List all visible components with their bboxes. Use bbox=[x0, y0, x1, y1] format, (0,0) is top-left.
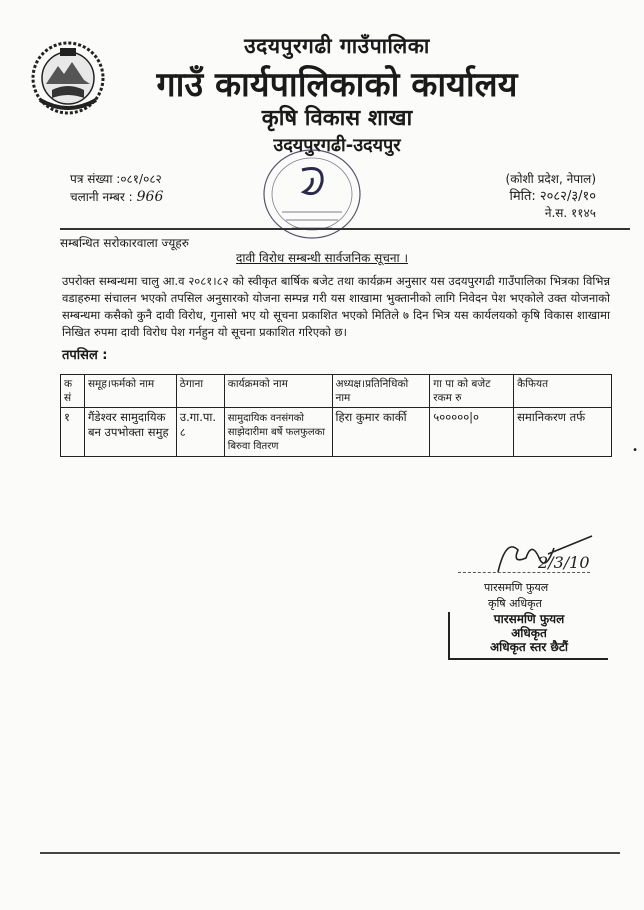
signatory-name: पारसमणि फुयल bbox=[484, 581, 549, 594]
col-header-group: समूह।फर्मको नाम bbox=[84, 375, 176, 408]
signature-line bbox=[458, 572, 590, 573]
patra-sankhya bbox=[70, 170, 162, 187]
cell-budget: ५०००००|० bbox=[430, 408, 514, 457]
cell-remarks: समानिकरण तर्फ bbox=[514, 408, 612, 457]
cell-chairperson: हिरा कुमार कार्की bbox=[332, 408, 430, 457]
cell-group: गैंडेश्वर सामुदायिक बन उपभोक्ता समुह bbox=[84, 408, 176, 457]
date bbox=[509, 186, 596, 204]
patra-sankhya-label: पत्र संख्या : bbox=[70, 172, 121, 186]
body-paragraph: उपरोक्त सम्बन्धमा चालु आ.व २०८१।८२ को स्वीकृत बार्षिक बजेट तथा कार्यक्रम अनुसार यस उदयपुरगढी गाउँपालिका भित्रका विभिन्न वडाहरुमा संचालन भएको तपसिल अनुसारको योजना सम्पन्न गरी यस शाखामा भुक्तानीको लागि निवेदन पेश भएकोले उक्त योजनाको सम्बन्धमा कसैको कुनै दावी विरोध, गुनासो भए यो सूचना प्रकाशित भएको मितिले ७ दिन भित्र यस कार्यलयको कृषि विकास शाखामा निखित रुपमा दावी विरोध पेश गर्नहुन यो सूचना प्रकाशित गरिएको छ। bbox=[62, 274, 610, 339]
table-header-row bbox=[61, 375, 612, 408]
office-name: गाउँ कार्यपालिकाको कार्यालय bbox=[156, 65, 518, 105]
chalani-label: चलानी नम्बर : bbox=[70, 190, 133, 204]
subject-line bbox=[0, 249, 644, 266]
branch-name: कृषि विकास शाखा bbox=[261, 106, 413, 131]
signature-scribble: 2/3/10 bbox=[538, 553, 590, 572]
patra-sankhya-value: ०८१/०८२ bbox=[120, 172, 162, 186]
municipality-name: उदयपुरगढी गाउँपालिका bbox=[244, 34, 430, 58]
province: (कोशी प्रदेश, नेपाल) bbox=[505, 172, 596, 186]
table-row bbox=[61, 408, 612, 457]
col-header-sn: क सं bbox=[61, 375, 85, 408]
margin-mark: • bbox=[632, 445, 638, 456]
col-header-chairperson: अध्यक्ष।प्रतिनिधिको नाम bbox=[332, 375, 430, 408]
nepal-sambat: ने.स. ११४५ bbox=[544, 206, 596, 220]
seal-name: पारसमणि फुयल bbox=[493, 612, 565, 626]
subject-text: दावी विरोध सम्बन्धी सार्वजनिक सूचना । bbox=[235, 251, 408, 265]
chalani-value: 966 bbox=[136, 189, 164, 205]
seal-level: अधिकृत स्तर छैटौं bbox=[489, 640, 569, 654]
col-header-budget: गा पा को बजेट रकम रु bbox=[430, 375, 514, 408]
location: उदयपुरगढी-उदयपुर bbox=[273, 135, 401, 156]
cell-program: सामुदायिक वनसंगको साझेदारीमा बर्षे फलफुलका बिरुवा वितरण bbox=[224, 408, 332, 457]
cell-sn: १ bbox=[61, 408, 85, 457]
footer-divider bbox=[40, 852, 620, 854]
col-header-program: कार्यक्रमको नाम bbox=[224, 375, 332, 408]
date-value: २०८२/३/१० bbox=[539, 189, 596, 204]
signatory-title: कृषि अधिकृत bbox=[488, 597, 542, 610]
round-stamp-icon bbox=[252, 142, 372, 242]
header-divider bbox=[60, 228, 630, 230]
date-label: मिति: bbox=[509, 189, 536, 204]
col-header-remarks: कैफियत bbox=[514, 375, 612, 408]
chalani-number bbox=[70, 188, 163, 205]
details-table bbox=[60, 374, 612, 457]
official-seal bbox=[448, 612, 608, 660]
seal-post: अधिकृत bbox=[511, 626, 547, 640]
tapasil-heading: तपसिल : bbox=[62, 348, 108, 363]
col-header-address: ठेगाना bbox=[176, 375, 224, 408]
addressee: सम्बन्धित सरोकारवाला ज्यूहरु bbox=[60, 236, 189, 250]
cell-address: उ.गा.पा. ८ bbox=[176, 408, 224, 457]
